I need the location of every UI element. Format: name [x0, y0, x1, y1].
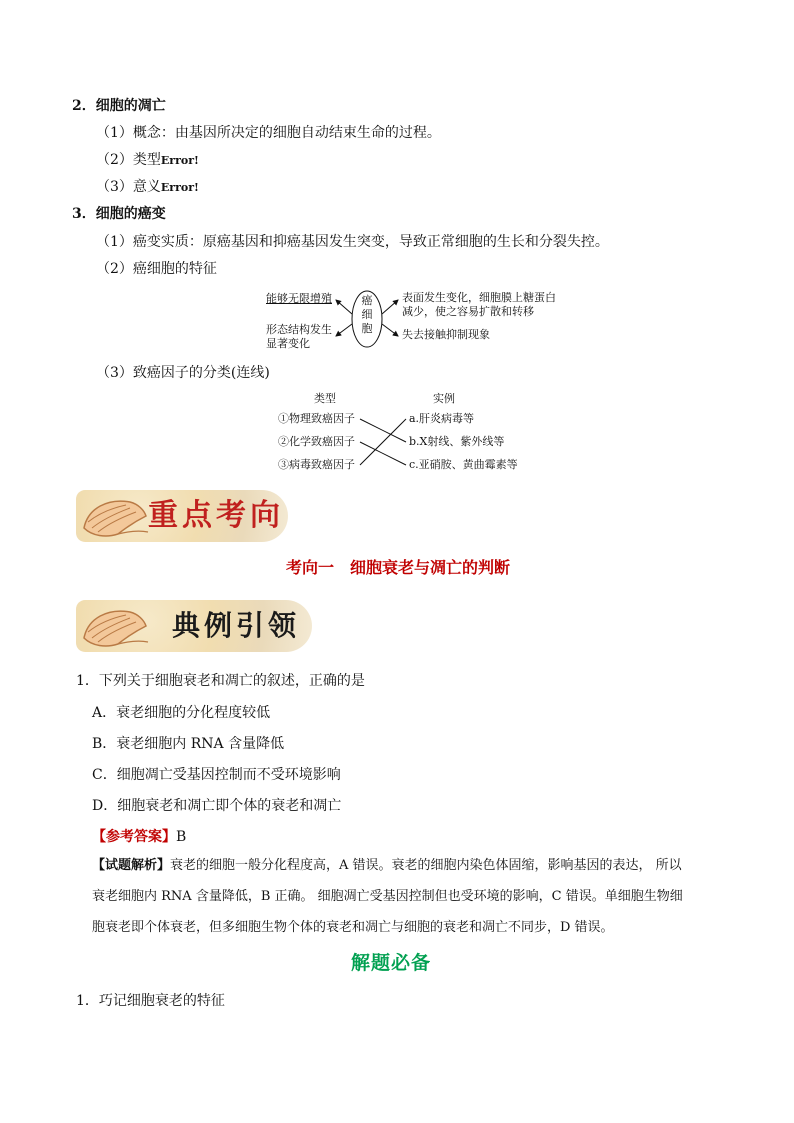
cancer-features-diagram — [262, 286, 562, 356]
option-b: B．衰老细胞内 RNA 含量降低 — [92, 736, 285, 752]
analysis-label: 【试题解析】 — [92, 858, 171, 873]
answer-label: 【参考答案】 — [92, 829, 176, 845]
matching-lines — [270, 392, 540, 474]
analysis-line-1 — [92, 853, 682, 879]
section-3-title: 3．细胞的癌变 — [72, 206, 166, 222]
subheading: 考向一 细胞衰老与凋亡的判断 — [286, 558, 511, 577]
cancer-features-label: （2）癌细胞的特征 — [96, 261, 217, 277]
apoptosis-meaning — [96, 178, 199, 197]
diagram-center — [360, 294, 374, 336]
banner-title: 重点考向 — [148, 498, 284, 533]
section-2-title: 2．细胞的凋亡 — [72, 98, 166, 114]
center-char: 细 — [361, 308, 373, 321]
apoptosis-type-label: （2）类型 — [96, 152, 161, 168]
example-nitrosamine: c.亚硝胺、黄曲霉素等 — [409, 458, 518, 471]
question-stem: 1．下列关于细胞衰老和凋亡的叙述，正确的是 — [76, 673, 365, 689]
feature-surface-2: 减少，使之容易扩散和转移 — [402, 305, 534, 318]
reference-answer — [92, 828, 186, 846]
feature-surface-1: 表面发生变化，细胞膜上糖蛋白 — [402, 291, 556, 304]
answer-value: B — [176, 829, 187, 845]
feature-morphology-2: 显著变化 — [266, 337, 310, 350]
cancer-essence: （1）癌变实质：原癌基因和抑癌基因发生突变，导致正常细胞的生长和分裂失控。 — [96, 234, 609, 250]
example-hepatitis: a.肝炎病毒等 — [409, 412, 475, 425]
example-xray: b.X射线、紫外线等 — [409, 435, 505, 448]
example-header: 实例 — [433, 392, 455, 405]
shell-icon — [78, 604, 150, 652]
solution-heading: 解题必备 — [351, 952, 432, 974]
option-c: C．细胞凋亡受基因控制而不受环境影响 — [92, 767, 341, 783]
analysis-line-2: 衰老细胞内 RNA 含量降低，B 正确。 细胞凋亡受基因控制但也受环境的影响，C 错误。单细胞生物细 — [92, 889, 683, 904]
typical-example-banner — [76, 600, 312, 652]
type-chemical: ②化学致癌因子 — [278, 435, 355, 448]
banner-title: 典例引领 — [172, 609, 301, 642]
analysis-line-3: 胞衰老即个体衰老，但多细胞生物个体的衰老和凋亡与细胞的衰老和凋亡不同步，D 错误。 — [92, 920, 614, 935]
tip-1: 1．巧记细胞衰老的特征 — [76, 993, 225, 1009]
shell-icon — [78, 494, 150, 542]
type-physical: ①物理致癌因子 — [278, 412, 355, 425]
feature-unlimited-growth: 能够无限增殖 — [266, 292, 332, 305]
apoptosis-type — [96, 151, 199, 170]
option-a: A．衰老细胞的分化程度较低 — [92, 705, 271, 721]
center-char: 胞 — [361, 322, 373, 335]
carcinogen-classification-label: （3）致癌因子的分类(连线) — [96, 365, 270, 381]
feature-morphology-1: 形态结构发生 — [266, 323, 332, 336]
carcinogen-matching — [270, 392, 540, 474]
option-d: D．细胞衰老和凋亡即个体的衰老和凋亡 — [92, 798, 342, 814]
type-header: 类型 — [314, 392, 336, 405]
feature-contact-inhibition: 失去接触抑制现象 — [402, 328, 490, 341]
key-direction-banner — [76, 490, 288, 542]
type-viral: ③病毒致癌因子 — [278, 458, 355, 471]
analysis-text: 衰老的细胞一般分化程度高，A 错误。衰老的细胞内染色体固缩，影响基因的表达， 所以 — [170, 858, 682, 873]
apoptosis-concept: （1）概念：由基因所决定的细胞自动结束生命的过程。 — [96, 125, 441, 141]
error-text: Error! — [160, 181, 199, 194]
center-char: 癌 — [361, 294, 373, 307]
error-text: Error! — [160, 154, 199, 167]
apoptosis-meaning-label: （3）意义 — [96, 179, 161, 195]
